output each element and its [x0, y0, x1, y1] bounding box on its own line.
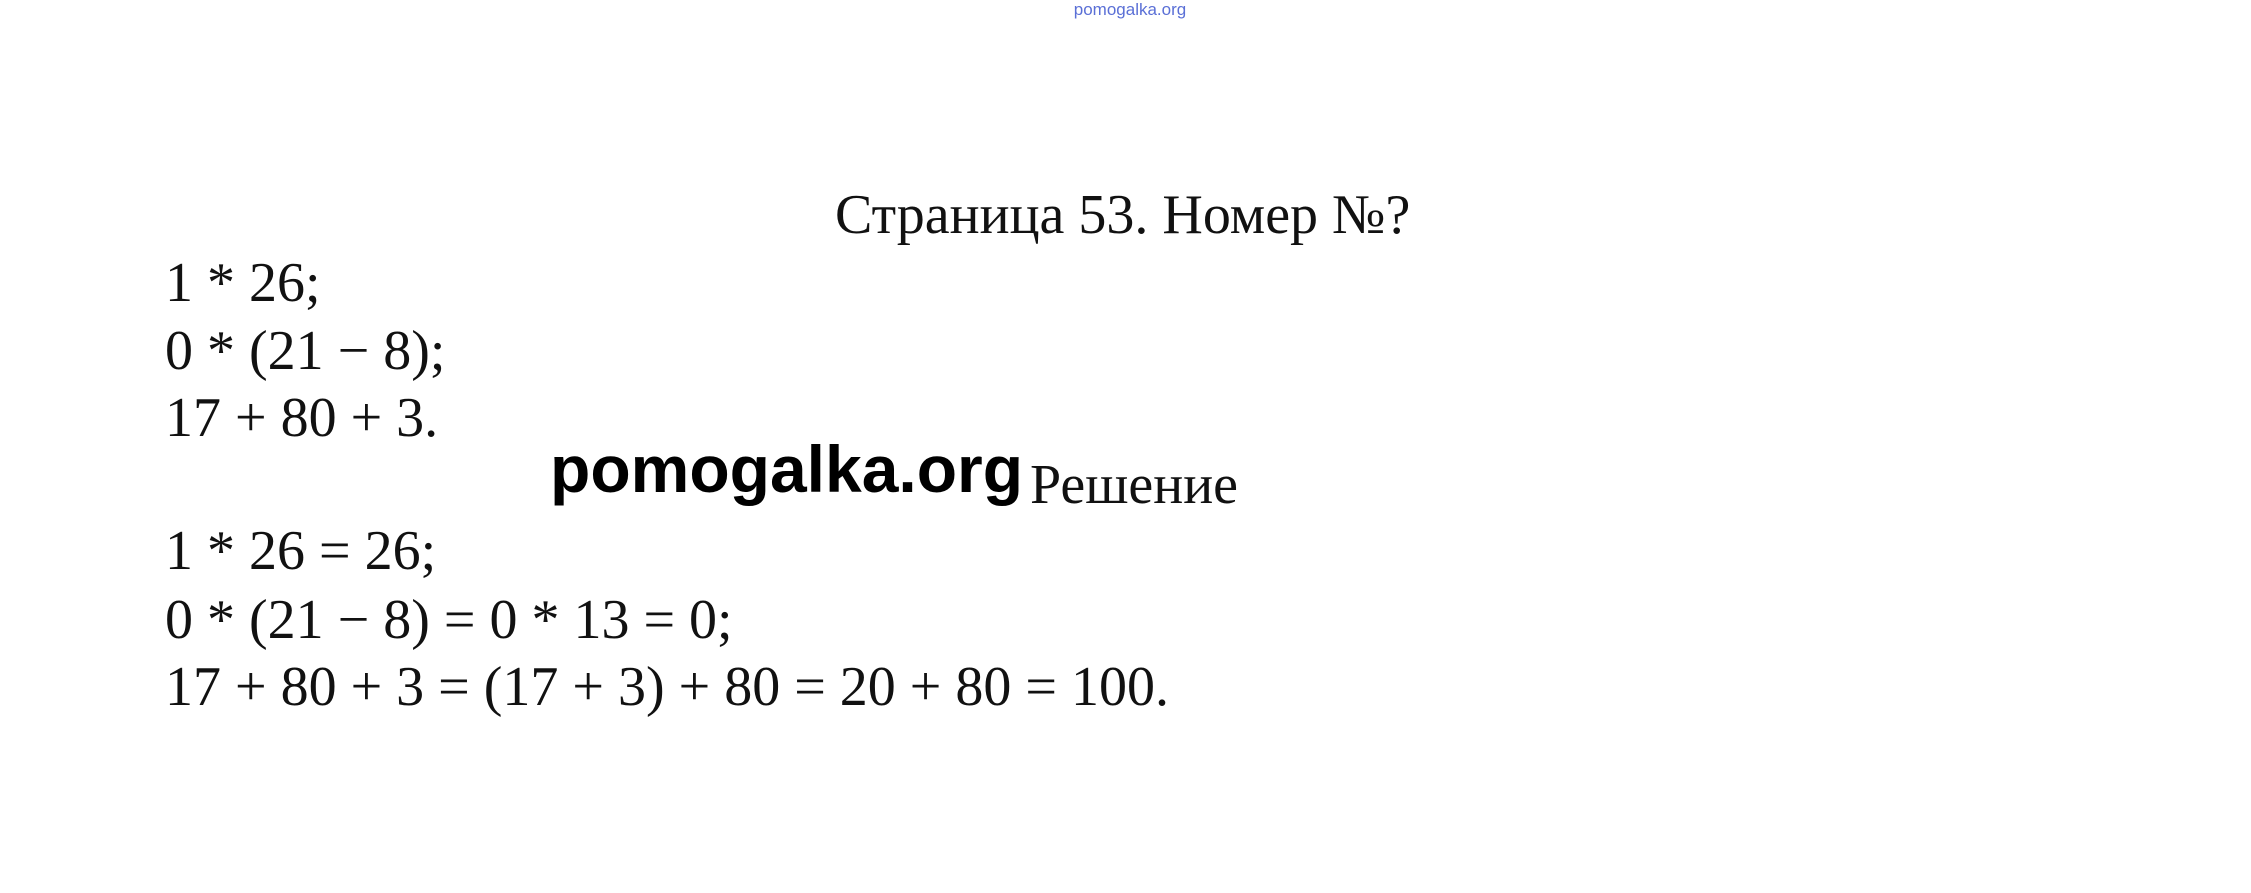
- task-line-3: 17 + 80 + 3.: [165, 387, 439, 449]
- header-watermark: pomogalka.org: [1073, 0, 1187, 19]
- solution-line-3: 17 + 80 + 3 = (17 + 3) + 80 = 20 + 80 = 100.: [165, 656, 1169, 718]
- solution-line-2: 0 * (21 − 8) = 0 * 13 = 0;: [165, 589, 733, 651]
- page-title: Страница 53. Номер №?: [835, 184, 1411, 246]
- task-line-2: 0 * (21 − 8);: [165, 320, 446, 382]
- task-line-1: 1 * 26;: [165, 252, 321, 314]
- brand-watermark: pomogalka.org: [550, 432, 1024, 506]
- solution-heading: Решение: [1030, 454, 1239, 516]
- solution-line-1: 1 * 26 = 26;: [165, 520, 437, 582]
